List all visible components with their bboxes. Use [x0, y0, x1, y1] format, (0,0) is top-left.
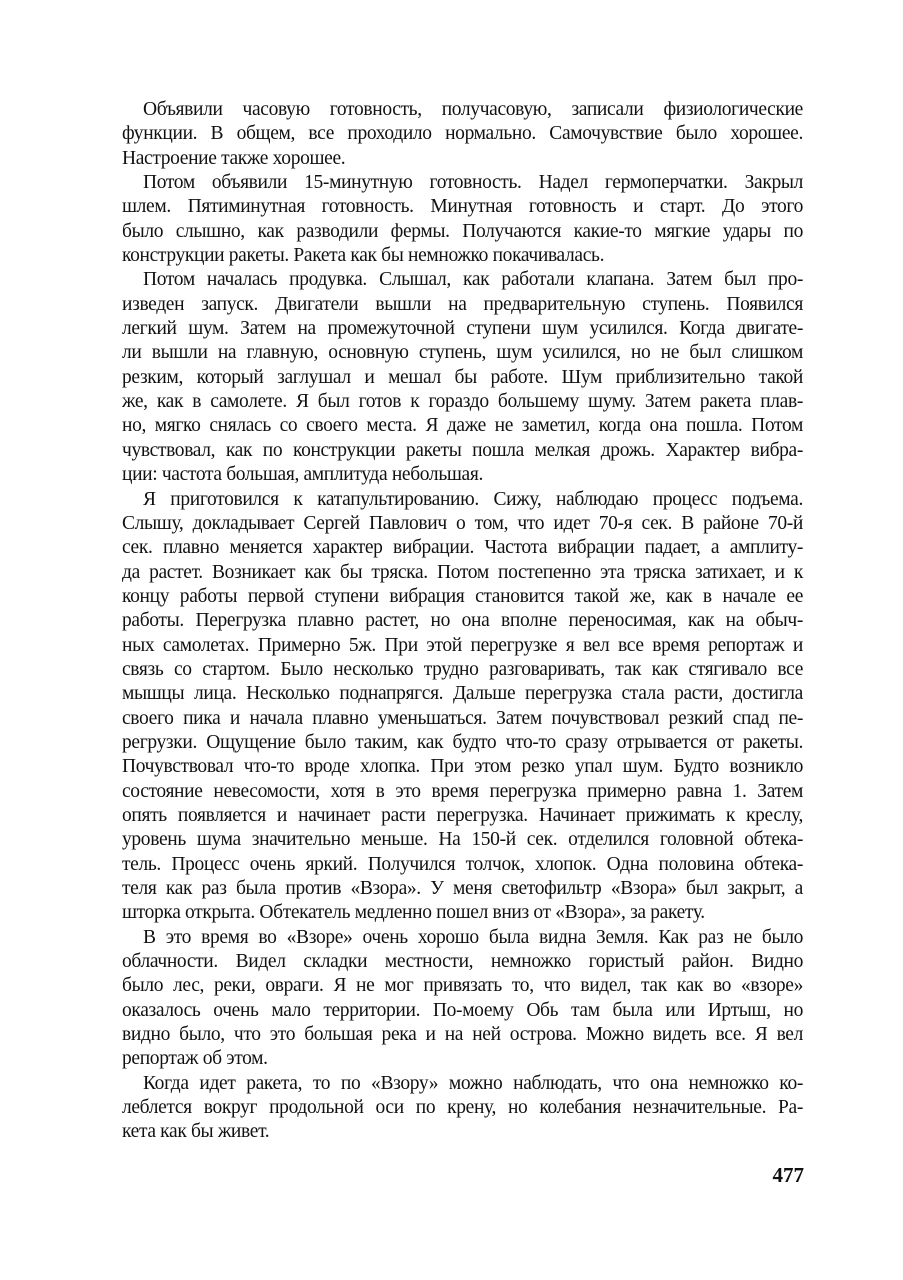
text-line: репортаж об этом.	[122, 1048, 268, 1070]
body-text	[122, 98, 803, 1145]
text-line: В это время во «Взоре» очень хорошо была видна Земля. Как раз не было	[143, 926, 803, 948]
paragraph	[122, 488, 803, 926]
text-line: конструкции ракеты. Ракета как бы немножко покачивалась.	[122, 245, 605, 267]
text-line: чувствовал, как по конструкции ракеты пошла мелкая дрожь. Характер вибра-	[122, 439, 803, 461]
text-line: Я приготовился к катапультированию. Сижу, наблюдаю процесс подъема.	[143, 488, 803, 510]
text-line: Настроение также хорошее.	[122, 147, 346, 169]
text-line: опять появляется и начинает расти перегрузка. Начинает прижимать к креслу,	[122, 804, 803, 826]
text-line: Слышу, докладывает Сергей Павлович о том, что идет 70-я сек. В районе 70-й	[122, 512, 803, 534]
text-line: было лес, реки, овраги. Я не мог привязать то, что видел, так как во «взоре»	[122, 975, 803, 997]
text-line: теля как раз была против «Взора». У меня светофильтр «Взора» был закрыт, а	[122, 878, 803, 899]
paragraph	[122, 926, 803, 1072]
text-line: связь со стартом. Было несколько трудно разговаривать, так как стягивало все	[122, 658, 803, 680]
text-line: регрузки. Ощущение было таким, как будто что-то сразу отрывается от ракеты.	[122, 731, 803, 753]
text-line: состояние невесомости, хотя в это время перегрузка примерно равна 1. Затем	[122, 780, 803, 802]
text-line: ции: частота большая, амплитуда небольшая.	[122, 464, 483, 486]
paragraph	[122, 1072, 803, 1145]
text-line: шлем. Пятиминутная готовность. Минутная готовность и старт. До этого	[122, 196, 803, 218]
text-line: сек. плавно меняется характер вибрации. Частота вибрации падает, а амплиту-	[122, 537, 803, 559]
text-line: Объявили часовую готовность, получасовую, записали физиологические	[143, 99, 803, 120]
text-line: легкий шум. Затем на промежуточной ступени шум усилился. Когда двигате-	[122, 318, 803, 340]
text-line: ных самолетах. Примерно 5ж. При этой перегрузке я вел все время репортаж и	[122, 634, 803, 656]
text-line: Когда идет ракета, то по «Взору» можно наблюдать, что она немножко ко-	[143, 1072, 803, 1094]
text-line: функции. В общем, все проходило нормально. Самочувствие было хорошее.	[122, 123, 803, 145]
text-line: своего пика и начала плавно уменьшаться. Затем почувствовал резкий спад пе-	[122, 707, 803, 729]
text-line: видно было, что это большая река и на ней острова. Можно видеть все. Я вел	[122, 1024, 803, 1046]
text-line: Потом объявили 15-минутную готовность. Надел гермоперчатки. Закрыл	[143, 172, 803, 194]
text-line: концу работы первой ступени вибрация становится такой же, как в начале ее	[122, 585, 803, 607]
text-line: было слышно, как разводили фермы. Получаются какие-то мягкие удары по	[122, 220, 803, 242]
text-line: же, как в самолете. Я был готов к гораздо большему шуму. Затем ракета плав-	[122, 391, 803, 413]
text-line: Почувствовал что-то вроде хлопка. При этом резко упал шум. Будто возникло	[122, 756, 803, 778]
text-line: леблется вокруг продольной оси по крену, но колебания незначительные. Ра-	[122, 1097, 803, 1119]
paragraph	[122, 171, 803, 268]
paragraph	[122, 268, 803, 487]
text-line: ли вышли на главную, основную ступень, шум усилился, но не был слишком	[122, 342, 803, 364]
text-line: резким, который заглушал и мешал бы работе. Шум приблизительно такой	[122, 366, 803, 388]
text-line: Потом началась продувка. Слышал, как работали клапана. Затем был про-	[143, 269, 803, 291]
text-line: уровень шума значительно меньше. На 150-й сек. отделился головной обтека-	[122, 829, 803, 851]
text-line: мышцы лица. Несколько поднапрягся. Дальше перегрузка стала расти, достигла	[122, 683, 803, 705]
text-line: оказалось очень мало территории. По-моему Обь там была или Иртыш, но	[122, 999, 803, 1021]
text-line: облачности. Видел складки местности, немножко гористый район. Видно	[122, 951, 803, 973]
text-line: работы. Перегрузка плавно растет, но она вполне переносимая, как на обыч-	[122, 610, 803, 632]
text-line: шторка открыта. Обтекатель медленно пошел вниз от «Взора», за ракету.	[122, 902, 705, 924]
text-line: кета как бы живет.	[122, 1121, 270, 1143]
text-line: изведен запуск. Двигатели вышли на предварительную ступень. Появился	[122, 293, 803, 315]
text-line: тель. Процесс очень яркий. Получился толчок, хлопок. Одна половина обтека-	[122, 853, 803, 875]
paragraph	[122, 98, 803, 171]
text-line: да растет. Возникает как бы тряска. Потом постепенно эта тряска затихает, и к	[122, 561, 803, 583]
text-line: но, мягко снялась со своего места. Я даже не заметил, когда она пошла. Потом	[122, 415, 803, 437]
page-number: 477	[772, 1163, 804, 1187]
